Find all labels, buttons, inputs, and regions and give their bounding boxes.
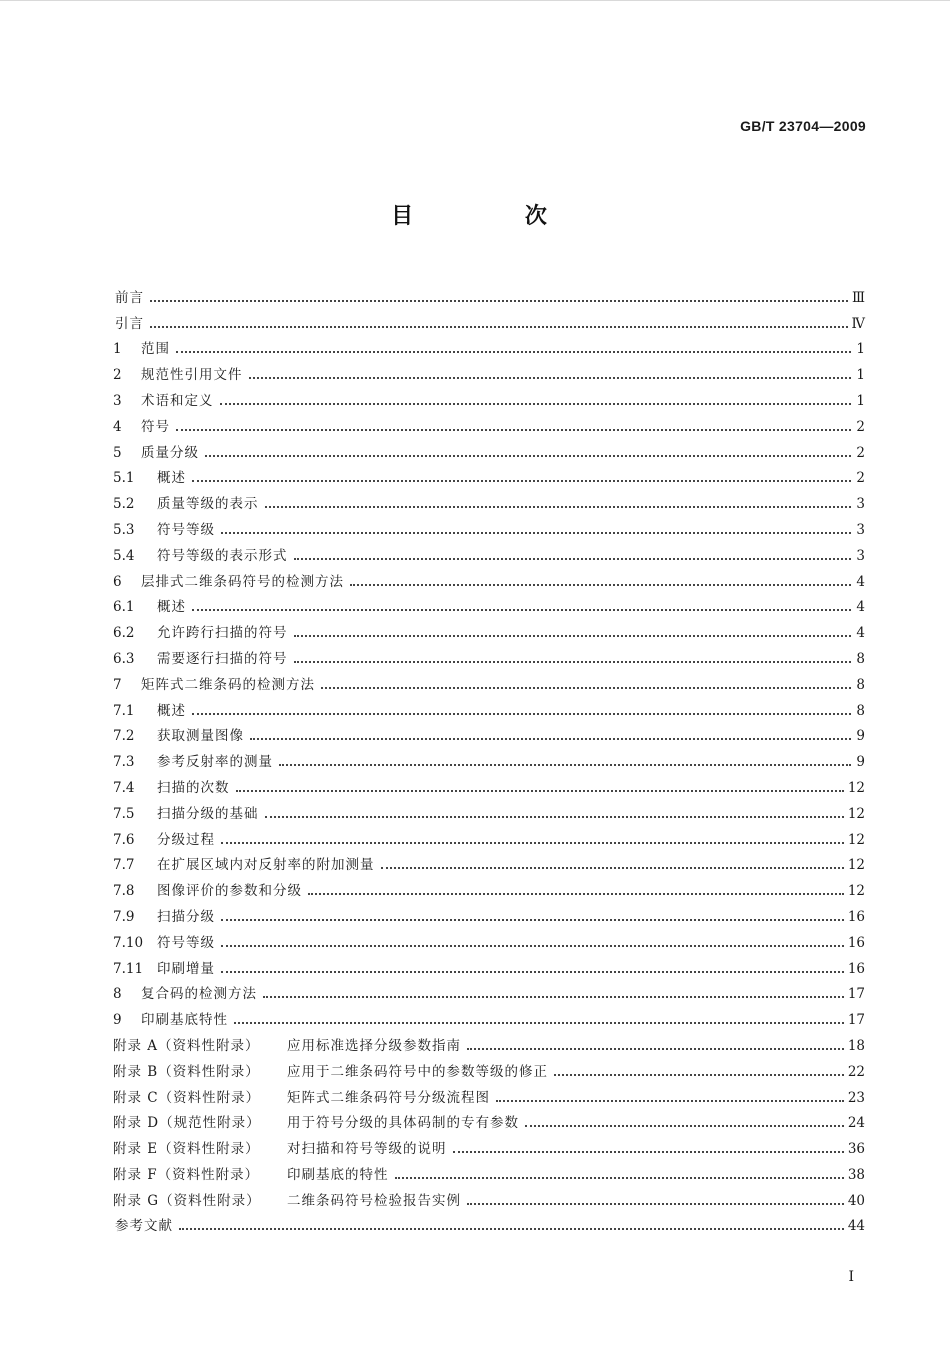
toc-entry-label: 规范性引用文件 <box>141 367 243 384</box>
toc-dot-leader <box>221 532 851 534</box>
toc-entry-number: 5.3 <box>113 521 135 538</box>
toc-entry[interactable] <box>113 848 865 874</box>
toc-entry[interactable] <box>113 796 865 822</box>
toc-entry-page: 2 <box>856 444 865 461</box>
toc-entry-number: 7.8 <box>113 883 135 900</box>
toc-dot-leader <box>381 867 844 869</box>
toc-entry-number: 7.6 <box>113 831 135 848</box>
toc-entry[interactable] <box>113 1054 865 1080</box>
toc-entry-page: 24 <box>847 1115 865 1132</box>
toc-entry-label: 应用于二维条码符号中的参数等级的修正 <box>287 1063 548 1080</box>
toc-entry-number: 7.3 <box>113 754 135 771</box>
toc-entry-page: 2 <box>856 418 865 435</box>
toc-entry[interactable] <box>113 461 865 487</box>
toc-entry-label: 扫描分级的基础 <box>157 805 259 822</box>
toc-entry-label: 分级过程 <box>157 831 215 848</box>
toc-entry-page: 16 <box>847 960 865 977</box>
toc-entry-number: 6.1 <box>113 599 135 616</box>
toc-dot-leader <box>150 326 848 328</box>
toc-entry[interactable] <box>113 1002 865 1028</box>
toc-entry[interactable] <box>113 1080 865 1106</box>
toc-entry-number: 5.1 <box>113 470 135 487</box>
toc-dot-leader <box>554 1074 844 1076</box>
toc-entry-page: 40 <box>847 1192 865 1209</box>
toc-entry-page: 17 <box>847 986 865 1003</box>
toc-entry[interactable] <box>113 409 865 435</box>
toc-entry-page: 1 <box>856 341 865 358</box>
toc-dot-leader <box>321 687 851 689</box>
toc-entry[interactable] <box>113 332 865 358</box>
toc-entry-number: 附录 G（资料性附录） <box>113 1192 261 1209</box>
toc-entry-page: 18 <box>847 1037 865 1054</box>
toc-entry-number: 3 <box>113 392 122 409</box>
toc-entry[interactable] <box>113 615 865 641</box>
toc-dot-leader <box>221 919 844 921</box>
toc-entry-number: 7.7 <box>113 857 135 874</box>
toc-entry-label: 印刷增量 <box>157 960 215 977</box>
toc-dot-leader <box>279 764 851 766</box>
toc-entry-label: 参考反射率的测量 <box>157 754 273 771</box>
toc-entry[interactable] <box>113 435 865 461</box>
toc-entry-label: 矩阵式二维条码的检测方法 <box>141 676 315 693</box>
toc-dot-leader <box>205 455 851 457</box>
toc-dot-leader <box>192 480 851 482</box>
toc-entry-page: 36 <box>847 1141 865 1158</box>
toc-entry-page: 2 <box>856 470 865 487</box>
toc-entry-number: 6.3 <box>113 650 135 667</box>
toc-entry-page: 9 <box>856 754 865 771</box>
toc-entry-page: 12 <box>847 805 865 822</box>
toc-entry-label: 符号等级的表示形式 <box>157 547 288 564</box>
toc-entry-page: 38 <box>847 1166 865 1183</box>
toc-dot-leader <box>467 1203 844 1205</box>
toc-entry-label: 矩阵式二维条码符号分级流程图 <box>287 1089 490 1106</box>
toc-entry-number: 7.2 <box>113 728 135 745</box>
toc-entry-number: 附录 E（资料性附录） <box>113 1141 260 1158</box>
toc-entry-page: Ⅳ <box>851 315 865 332</box>
toc-dot-leader <box>221 842 844 844</box>
toc-entry[interactable] <box>113 641 865 667</box>
toc-dot-leader <box>176 429 851 431</box>
toc-entry-page: 4 <box>856 625 865 642</box>
toc-dot-leader <box>263 996 844 998</box>
toc-entry-label: 概述 <box>157 702 186 719</box>
toc-entry-number: 附录 F（资料性附录） <box>113 1166 260 1183</box>
toc-entry-label: 允许跨行扫描的符号 <box>157 625 288 642</box>
toc-dot-leader <box>221 945 844 947</box>
toc-dot-leader <box>221 971 844 973</box>
toc-entry-label: 范围 <box>141 341 170 358</box>
toc-dot-leader <box>220 403 852 405</box>
toc-entry-number: 6.2 <box>113 625 135 642</box>
toc-entry-page: 9 <box>856 728 865 745</box>
toc-dot-leader <box>308 893 844 895</box>
toc-entry-number: 附录 D（规范性附录） <box>113 1115 261 1132</box>
toc-entry-page: 12 <box>847 831 865 848</box>
toc-entry-page: 22 <box>847 1063 865 1080</box>
toc-entry[interactable] <box>113 590 865 616</box>
toc-entry-number: 附录 C（资料性附录） <box>113 1089 261 1106</box>
toc-entry-label: 对扫描和符号等级的说明 <box>287 1141 447 1158</box>
toc-entry[interactable] <box>113 899 865 925</box>
toc-entry-label: 印刷基底特性 <box>141 1012 228 1029</box>
toc-dot-leader <box>249 377 852 379</box>
toc-entry-label: 在扩展区域内对反射率的附加测量 <box>157 857 375 874</box>
toc-entry-number: 1 <box>113 341 122 358</box>
toc-entry[interactable] <box>113 667 865 693</box>
toc-entry-page: 3 <box>856 521 865 538</box>
toc-entry-number: 7.10 <box>113 934 144 951</box>
toc-entry-label: 印刷基底的特性 <box>287 1166 389 1183</box>
toc-entry-label: 术语和定义 <box>141 392 214 409</box>
toc-entry[interactable] <box>113 538 865 564</box>
toc-entry[interactable] <box>113 822 865 848</box>
toc-entry-number: 7.9 <box>113 908 135 925</box>
toc-entry-label: 前言 <box>115 289 144 306</box>
toc-entry-page: 8 <box>856 650 865 667</box>
toc-entry[interactable] <box>113 306 865 332</box>
toc-entry-number: 2 <box>113 367 122 384</box>
toc-entry-label: 二维条码符号检验报告实例 <box>287 1192 461 1209</box>
toc-entry-number: 7.4 <box>113 779 135 796</box>
toc-entry-page: 4 <box>856 573 865 590</box>
toc-entry-label: 概述 <box>157 470 186 487</box>
toc-entry[interactable] <box>113 1209 865 1235</box>
toc-entry-label: 用于符号分级的具体码制的专有参数 <box>287 1115 519 1132</box>
toc-dot-leader <box>294 558 852 560</box>
toc-entry-number: 4 <box>113 418 122 435</box>
toc-entry-page: 16 <box>847 908 865 925</box>
toc-entry-number: 5.2 <box>113 496 135 513</box>
toc-entry-label: 参考文献 <box>115 1218 173 1235</box>
toc-dot-leader <box>496 1100 844 1102</box>
toc-dot-leader <box>294 661 852 663</box>
toc-entry-label: 符号等级 <box>157 521 215 538</box>
toc-entry[interactable] <box>113 1028 865 1054</box>
toc-entry[interactable] <box>113 564 865 590</box>
toc-entry[interactable] <box>113 383 865 409</box>
table-of-contents <box>113 280 865 1234</box>
toc-dot-leader <box>294 635 852 637</box>
toc-entry-label: 扫描分级 <box>157 908 215 925</box>
toc-entry[interactable] <box>113 770 865 796</box>
toc-entry-label: 复合码的检测方法 <box>141 986 257 1003</box>
toc-entry-number: 7.11 <box>113 960 144 977</box>
toc-dot-leader <box>234 1022 844 1024</box>
page-number: I <box>848 1269 854 1285</box>
toc-entry-number: 附录 B（资料性附录） <box>113 1063 260 1080</box>
toc-dot-leader <box>265 816 844 818</box>
toc-entry[interactable] <box>113 925 865 951</box>
toc-dot-leader <box>395 1177 844 1179</box>
toc-entry[interactable] <box>113 719 865 745</box>
toc-entry-number: 附录 A（资料性附录） <box>113 1037 260 1054</box>
toc-entry-page: 1 <box>856 367 865 384</box>
toc-entry-number: 5 <box>113 444 122 461</box>
toc-entry-number: 9 <box>113 1012 122 1029</box>
toc-entry-page: 12 <box>847 883 865 900</box>
toc-entry-page: 44 <box>847 1218 865 1235</box>
toc-entry-page: 3 <box>856 547 865 564</box>
toc-entry[interactable] <box>113 512 865 538</box>
toc-entry-label: 符号 <box>141 418 170 435</box>
toc-entry[interactable] <box>113 951 865 977</box>
toc-dot-leader <box>525 1125 844 1127</box>
toc-entry-page: 12 <box>847 857 865 874</box>
toc-entry[interactable] <box>113 1183 865 1209</box>
toc-entry-number: 7.1 <box>113 702 135 719</box>
toc-entry[interactable] <box>113 1106 865 1132</box>
toc-title: 目 次 <box>391 204 599 229</box>
toc-entry[interactable] <box>113 1131 865 1157</box>
toc-entry-page: 17 <box>847 1012 865 1029</box>
toc-entry[interactable] <box>113 744 865 770</box>
toc-entry[interactable] <box>113 486 865 512</box>
toc-entry-number: 7.5 <box>113 805 135 822</box>
toc-dot-leader <box>250 738 851 740</box>
toc-entry-label: 图像评价的参数和分级 <box>157 883 302 900</box>
toc-entry-label: 需要逐行扫描的符号 <box>157 650 288 667</box>
toc-entry-page: 12 <box>847 779 865 796</box>
toc-entry-page: 8 <box>856 702 865 719</box>
toc-entry-label: 质量等级的表示 <box>157 496 259 513</box>
toc-entry[interactable] <box>113 357 865 383</box>
toc-entry[interactable] <box>113 873 865 899</box>
toc-dot-leader <box>265 506 852 508</box>
toc-entry-label: 扫描的次数 <box>157 779 230 796</box>
toc-dot-leader <box>192 713 851 715</box>
toc-entry-page: 8 <box>856 676 865 693</box>
toc-entry-label: 符号等级 <box>157 934 215 951</box>
toc-entry-label: 应用标准选择分级参数指南 <box>287 1037 461 1054</box>
toc-dot-leader <box>150 300 848 302</box>
toc-entry-label: 引言 <box>115 315 144 332</box>
toc-entry-page: Ⅲ <box>851 289 865 306</box>
toc-dot-leader <box>179 1228 844 1230</box>
toc-dot-leader <box>453 1151 844 1153</box>
toc-entry[interactable] <box>113 977 865 1003</box>
toc-dot-leader <box>467 1048 844 1050</box>
toc-entry-label: 概述 <box>157 599 186 616</box>
toc-entry-page: 3 <box>856 496 865 513</box>
toc-entry-page: 4 <box>856 599 865 616</box>
toc-entry-page: 16 <box>847 934 865 951</box>
toc-dot-leader <box>236 790 844 792</box>
toc-entry-label: 质量分级 <box>141 444 199 461</box>
toc-entry[interactable] <box>113 693 865 719</box>
toc-entry-number: 6 <box>113 573 122 590</box>
toc-entry[interactable] <box>113 1157 865 1183</box>
toc-entry-number: 8 <box>113 986 122 1003</box>
toc-entry-label: 层排式二维条码符号的检测方法 <box>141 573 344 590</box>
toc-dot-leader <box>192 609 851 611</box>
toc-entry-page: 23 <box>847 1089 865 1106</box>
toc-entry-page: 1 <box>856 392 865 409</box>
toc-dot-leader <box>350 584 851 586</box>
toc-entry[interactable] <box>113 280 865 306</box>
toc-entry-number: 5.4 <box>113 547 135 564</box>
standard-code: GB/T 23704—2009 <box>740 118 866 134</box>
toc-entry-label: 获取测量图像 <box>157 728 244 745</box>
toc-dot-leader <box>176 351 851 353</box>
toc-entry-number: 7 <box>113 676 122 693</box>
